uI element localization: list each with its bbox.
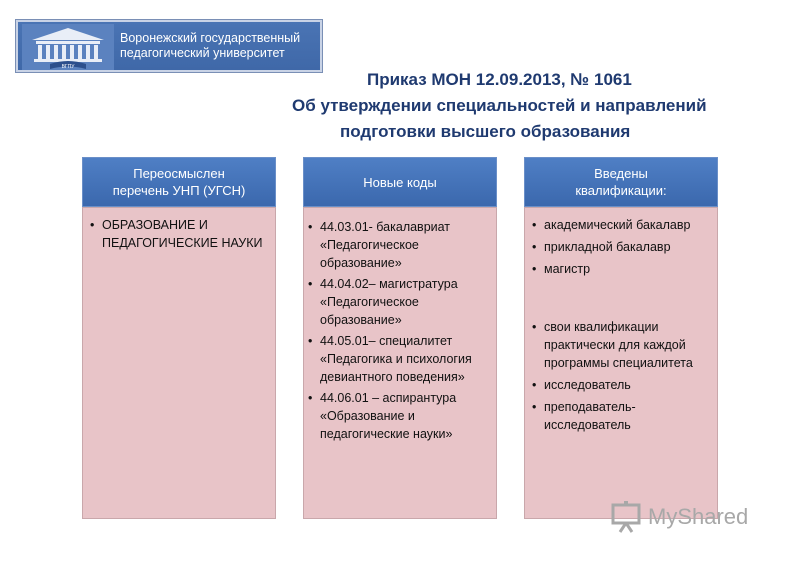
bullet-list: [90, 216, 270, 252]
column-header: [303, 157, 497, 207]
list-item: • магистр: [532, 260, 716, 278]
banner-line-2: педагогический университет: [120, 46, 285, 60]
column-body: [82, 207, 276, 519]
list-item: • 44.06.01 – аспирантура «Образование и педагогические науки»: [308, 389, 500, 443]
list-item: • исследователь: [532, 376, 716, 394]
list-item: • преподаватель-исследователь: [532, 398, 716, 434]
watermark-text: MyShared: [648, 504, 749, 529]
column-header-line: Переосмыслен: [133, 166, 225, 181]
column-body: [303, 207, 497, 519]
heading-line-1: Приказ МОН 12.09.2013, № 1061: [367, 70, 632, 89]
list-item: • ОБРАЗОВАНИЕ И ПЕДАГОГИЧЕСКИЕ НАУКИ: [90, 216, 270, 252]
presentation-board-icon: [610, 500, 644, 534]
banner-text: [120, 31, 300, 61]
list-item: • прикладной бакалавр: [532, 238, 716, 256]
list-item: • академический бакалавр: [532, 216, 716, 234]
column-header-line: перечень УНП (УГСН): [112, 183, 246, 198]
list-item: • свои квалификации практически для каждой программы специалитета: [532, 318, 716, 372]
column-header-line: квалификации:: [575, 183, 667, 198]
list-item: • 44.03.01- бакалавриат «Педагогическое образование»: [308, 218, 500, 272]
list-item: • 44.05.01– специалитет «Педагогика и психология девиантного поведения»: [308, 332, 500, 386]
column-header-line: Новые коды: [363, 174, 437, 190]
university-logo-icon: [22, 24, 114, 70]
column-header: [82, 157, 276, 207]
heading-line-3: подготовки высшего образования: [340, 122, 631, 141]
column-header-line: Введены: [594, 166, 648, 181]
myshared-watermark: [610, 500, 770, 536]
column-body: [524, 207, 718, 519]
bullet-list: [532, 216, 716, 438]
bullet-list: [308, 218, 500, 446]
university-banner: [16, 20, 322, 72]
list-item: • 44.04.02– магистратура «Педагогическое образование»: [308, 275, 500, 329]
heading-line-2: Об утверждении специальностей и направлений: [292, 96, 707, 115]
banner-line-1: Воронежский государственный: [120, 31, 301, 45]
logo-text: ВГПУ: [61, 64, 75, 70]
column-header: [524, 157, 718, 207]
